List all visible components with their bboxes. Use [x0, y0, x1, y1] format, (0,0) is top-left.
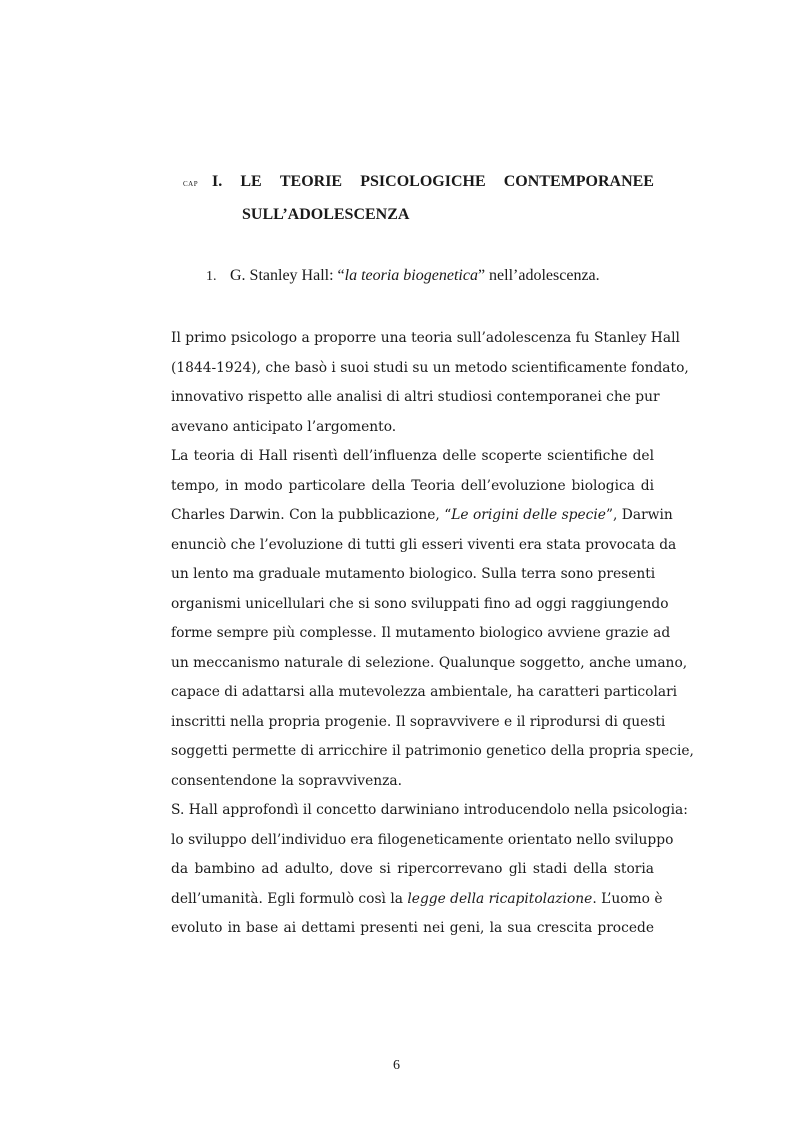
body-line: (1844-1924), che basò i suoi studi su un metodo scientificamente fondato,: [171, 359, 689, 376]
section-title-italic: la teoria biogenetica: [344, 267, 478, 284]
chapter-title-line-2: SULL’ADOLESCENZA: [242, 206, 410, 223]
body-line: un lento ma graduale mutamento biologico. Sulla terra sono presenti: [171, 566, 656, 582]
chapter-title-line-1: [212, 170, 654, 194]
chapter-title-word: PSICOLOGICHE: [360, 173, 486, 190]
body-line: [171, 885, 663, 915]
body-line: S. Hall approfondì il concetto darwiniano introducendolo nella psicologia:: [171, 802, 688, 818]
body-line: innovativo rispetto alle analisi di altri studiosi contemporanei che pur: [171, 389, 660, 405]
section-number: 1.: [206, 269, 217, 284]
body-line: enunciò che l’evoluzione di tutti gli esseri viventi era stata provocata da: [171, 536, 677, 553]
chapter-number: I.: [212, 173, 223, 190]
body-line-before: dell’umanità. Egli formulò così la: [171, 890, 408, 907]
chapter-prefix-label: CAP: [183, 180, 199, 188]
body-paragraphs: [171, 324, 694, 944]
section-title-before: G. Stanley Hall: “: [230, 267, 345, 284]
section-heading: [206, 264, 600, 289]
page-number: 6: [393, 1058, 400, 1073]
body-line: forme sempre più complesse. Il mutamento biologico avviene grazie ad: [171, 625, 671, 641]
chapter-title-word: TEORIE: [279, 173, 343, 190]
body-line: La teoria di Hall risentì dell’influenza delle scoperte scientifiche del: [171, 448, 654, 464]
body-line: Il primo psicologo a proporre una teoria sull’adolescenza fu Stanley Hall: [171, 330, 680, 346]
chapter-title: [212, 170, 654, 227]
body-line: [171, 501, 673, 531]
body-line: soggetti permette di arricchire il patrimonio genetico della propria specie,: [171, 743, 694, 759]
chapter-title-word: CONTEMPORANEE: [503, 173, 654, 190]
body-line: inscritti nella propria progenie. Il sopravvivere e il riprodursi di questi: [171, 713, 666, 730]
law-name-italic: legge della ricapitolazione: [407, 890, 593, 907]
body-line-after: ”, Darwin: [605, 507, 673, 523]
body-line: da bambino ad adulto, dove si ripercorrevano gli stadi della storia: [171, 861, 654, 877]
body-line-after: . L’uomo è: [592, 890, 663, 907]
book-title-italic: Le origini delle specie: [451, 507, 606, 523]
body-line: evoluto in base ai dettami presenti nei geni, la sua crescita procede: [171, 920, 654, 936]
section-title-after: ” nell’adolescenza.: [477, 267, 600, 284]
body-line: organismi unicellulari che si sono sviluppati fino ad oggi raggiungendo: [171, 595, 669, 612]
body-line: tempo, in modo particolare della Teoria dell’evoluzione biologica di: [171, 477, 654, 494]
body-line-before: Charles Darwin. Con la pubblicazione, “: [171, 507, 452, 523]
body-line: lo sviluppo dell’individuo era filogeneticamente orientato nello sviluppo: [171, 831, 674, 848]
body-line: capace di adattarsi alla mutevolezza ambientale, ha caratteri particolari: [171, 684, 678, 700]
chapter-title-word: LE: [240, 173, 262, 190]
body-line: avevano anticipato l’argomento.: [171, 418, 397, 435]
body-line: un meccanismo naturale di selezione. Qualunque soggetto, anche umano,: [171, 654, 688, 671]
body-line: consentendone la sopravvivenza.: [171, 772, 403, 789]
